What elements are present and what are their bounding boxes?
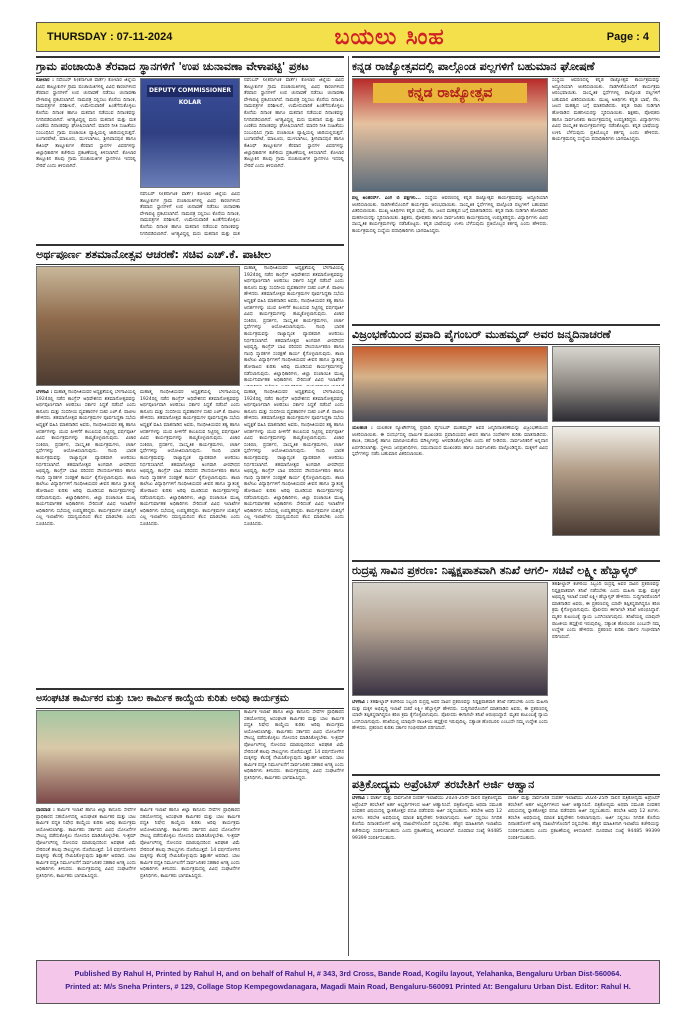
- article-body: ನವೆಂಬರ್ 6(ಕರ್ನಾಟಕ ವಾರ್ತೆ) ಕೋಲಾರ ಜಿಲ್ಲೆಯ ವಿವಿಧ ತಾಲ್ಲೂಕುಗಳ ಗ್ರಾಮ ಪಂಚಾಯಿತಿಗಳಲ್ಲಿ ವಿವಿಧ ಕಾರಣಗಳಿಂದ ತೆರವಾದ ಸ್ಥಾನಗಳಿಗೆ ಉಪ ಚುನಾವಣೆ ನಡೆಸಲು ಚುನಾವಣಾ ವೇಳಾಪಟ್ಟಿ ಪ್ರಕಟಿಸಲಾಗಿದೆ. ನಾಮಪತ್ರ ಸಲ್ಲಿಸಲು ಕೊನೆಯ ದಿನಾಂಕ, ನಾಮಪತ್ರಗಳ ಪರಿಶೀಲನೆ, ಉಮೇದುವಾರಿಕೆ ಹಿಂತೆಗೆದುಕೊಳ್ಳಲು ಕೊನೆಯ ದಿನಾಂಕ ಹಾಗೂ ಮತದಾನ ನಡೆಯುವ ದಿನಾಂಕವನ್ನು ನಿಗದಿಪಡಿಸಲಾಗಿದೆ. ಅಗತ್ಯವಿದ್ದಲ್ಲಿ ಮರು ಮತದಾನ ಮತ್ತು ಮತ ಎಣಿಕೆಯ ದಿನಾಂಕವನ್ನು ಘೋಷಿಸಲಾಗಿದೆ. ಮಾದರಿ ನೀತಿ ಸಂಹಿತೆಯು ಸಂಬಂಧಿಸಿದ ಗ್ರಾಮ ಪಂಚಾಯಿತಿ ವ್ಯಾಪ್ತಿಯಲ್ಲಿ ಜಾರಿಯಲ್ಲಿರುತ್ತದೆ. ಬಂಗಾರಪೇಟೆ, ಮಾಲೂರು, ಮುಳಬಾಗಿಲು, ಶ್ರೀನಿವಾಸಪುರ ಹಾಗೂ ಕೆಜಿಎಫ್ ತಾಲ್ಲೂಕುಗಳ ತೆರವಾದ ಸ್ಥಾನಗಳ ವಿವರಗಳನ್ನು ಜಿಲ್ಲಾಧಿಕಾರಿಗಳ ಕಚೇರಿಯ ಪ್ರಕಟಣೆಯಲ್ಲಿ ತಿಳಿಸಲಾಗಿದೆ. ಕೋಲಾರ ತಾಲ್ಲೂಕಿನ ಹಲವು ಗ್ರಾಮ ಪಂಚಾಯಿತಿಗಳ ಸ್ಥಾನಗಳೂ ಇದರಲ್ಲಿ ಸೇರಿವೆ ಎಂದು ತಿಳಿಸಲಾಗಿದೆ.: [244, 78, 344, 169]
- article-body: [352, 796, 502, 952]
- article-text-col: [508, 796, 660, 952]
- article-body: ಕಾರ್ಮಿಕ ಇಲಾಖೆ ಹಾಗೂ ಜಿಲ್ಲಾ ಕಾನೂನು ಸೇವೆಗಳ ಪ್ರಾಧಿಕಾರದ ಸಹಯೋಗದಲ್ಲಿ ಅಸಂಘಟಿತ ಕಾರ್ಮಿಕರ ಮತ್ತು ಬಾಲ ಕಾರ್ಮಿಕ ಪದ್ಧತಿ ನಿಷೇಧ ಕಾಯ್ದೆಯ ಕುರಿತು ಅರಿವು ಕಾರ್ಯಕ್ರಮ ಆಯೋಜಿಸಲಾಗಿತ್ತು. ಕಾರ್ಮಿಕರು ಸರ್ಕಾರದ ವಿವಿಧ ಯೋಜನೆಗಳ ಸೌಲಭ್ಯ ಪಡೆದುಕೊಳ್ಳಲು ನೋಂದಣಿ ಮಾಡಿಸಿಕೊಳ್ಳಬೇಕು. ಇ-ಶ್ರಮ್ ಪೋರ್ಟಲ್‌ನಲ್ಲಿ ನೋಂದಣಿ ಮಾಡುವುದರಿಂದ ಅಪಘಾತ ವಿಮೆ ಸೇರಿದಂತೆ ಹಲವು ಸೌಲಭ್ಯಗಳು ದೊರೆಯುತ್ತವೆ. 14 ವರ್ಷದೊಳಗಿನ ಮಕ್ಕಳನ್ನು ಕೆಲಸಕ್ಕೆ ನೇಮಿಸಿಕೊಳ್ಳುವುದು ಶಿಕ್ಷಾರ್ಹ ಅಪರಾಧ. ಬಾಲ ಕಾರ್ಮಿಕ ಪದ್ಧತಿ ನಿರ್ಮೂಲನೆಗೆ ಸಾರ್ವಜನಿಕರ ಸಹಕಾರ ಅಗತ್ಯ ಎಂದು ಅಧಿಕಾರಿಗಳು ತಿಳಿಸಿದರು. ಕಾರ್ಯಕ್ರಮದಲ್ಲಿ ವಿವಿಧ ಸಂಘಟನೆಗಳ ಪ್ರತಿನಿಧಿಗಳು, ಕಾರ್ಮಿಕರು ಭಾಗವಹಿಸಿದ್ದರು.: [140, 808, 240, 879]
- speaker-portrait-photo: [552, 426, 660, 536]
- article-rudrappa-case: [352, 560, 660, 581]
- article-text-col: [352, 700, 548, 768]
- article-dateline: ಬೆಳಗಾವಿ :: [36, 390, 53, 395]
- article-text-col: [36, 390, 136, 682]
- printer-line: Printed at: M/s Sneha Printers, # 129, Collage Stop Kempegowdanagara, Magadi Main Road, Bengaluru-560091 Printed At: Bengaluru Urban Dist. Editor: Rahul H.: [65, 982, 631, 991]
- page-number: Page : 4: [606, 31, 649, 43]
- gathering-photo: [352, 346, 548, 422]
- article-headline: ಗ್ರಾಮ ಪಂಚಾಯಿತಿ ತೆರವಾದ ಸ್ಥಾನಗಳಿಗೆ 'ಉಪ ಚುನಾವಣಾ ವೇಳಾಪಟ್ಟಿ' ಪ್ರಕಟ: [36, 56, 344, 77]
- article-text-col: [36, 78, 136, 238]
- article-journalism-apprentice: [352, 774, 660, 795]
- article-dateline: ಬೆಳಗಾವಿ :: [352, 700, 369, 705]
- article-dateline: ಯಲಹಂಕ :: [352, 426, 373, 431]
- rajyotsava-stage-photo: [352, 78, 548, 192]
- leaders-photo: [552, 346, 660, 422]
- newspaper-title: ಬಯಲು ಸಿಂಹ: [334, 24, 445, 50]
- newspaper-page: [36, 22, 660, 1004]
- article-text-col: [552, 582, 660, 768]
- article-headline: ಅಸಂಘಟಿತ ಕಾರ್ಮಿಕರ ಮತ್ತು ಬಾಲ ಕಾರ್ಮಿಕ ಕಾಯ್ದೆಯ ಕುರಿತು ಅರಿವು ಕಾರ್ಯಕ್ರಮ: [36, 688, 344, 709]
- article-text-col: [352, 196, 548, 320]
- article-text-col: [244, 78, 344, 238]
- article-body-text: ವಾರ್ತಾ ಮತ್ತು ಸಾರ್ವಜನಿಕ ಸಂಪರ್ಕ ಇಲಾಖೆಯು 2024-25ನೇ ಸಾಲಿನ ಪತ್ರಿಕೋದ್ಯಮ ಅಪ್ರೆಂಟಿಸ್ ತರಬೇತಿಗೆ ಅರ್ಹ ಅಭ್ಯರ್ಥಿಗಳಿಂದ ಅರ್ಜಿ ಆಹ್ವಾನಿಸಿದೆ. ಪತ್ರಿಕೋದ್ಯಮ ಅಥವಾ ಸಮೂಹ ಸಂವಹನ ವಿಷಯದಲ್ಲಿ ಸ್ನಾತಕೋತ್ತರ ಪದವಿ ಪಡೆದವರು ಅರ್ಜಿ ಸಲ್ಲಿಸಬಹುದು. ತರಬೇತಿ ಅವಧಿ 12 ತಿಂಗಳು. ತರಬೇತಿ ಅವಧಿಯಲ್ಲಿ ಮಾಸಿಕ ಶಿಷ್ಯವೇತನ ನೀಡಲಾಗುವುದು. ಅರ್ಜಿ ಸಲ್ಲಿಸಲು ನಿಗದಿತ ಕೊನೆಯ ದಿನಾಂಕದೊಳಗೆ ಅಗತ್ಯ ದಾಖಲೆಗಳೊಂದಿಗೆ ಸಲ್ಲಿಸಬೇಕು. ಹೆಚ್ಚಿನ ಮಾಹಿತಿಗಾಗಿ ಇಲಾಖೆಯ ಕಚೇರಿಯನ್ನು ಸಂಪರ್ಕಿಸಬಹುದು ಎಂದು ಪ್ರಕಟಣೆಯಲ್ಲಿ ತಿಳಿಸಲಾಗಿದೆ. ದೂರವಾಣಿ ಸಂಖ್ಯೆ 94485 99399 ಸಂಪರ್ಕಿಸಬಹುದು.: [352, 796, 502, 841]
- article-text-col: [244, 710, 344, 952]
- article-body: ಮಹಾತ್ಮ ಗಾಂಧೀಜಿಯವರ ಅಧ್ಯಕ್ಷತೆಯಲ್ಲಿ ಬೆಳಗಾವಿಯಲ್ಲಿ 1924ರಲ್ಲಿ ನಡೆದ ಕಾಂಗ್ರೆಸ್ ಅಧಿವೇಶನದ ಶತಮಾನೋತ್ಸವವನ್ನು ಅರ್ಥಪೂರ್ಣವಾಗಿ ಆಚರಿಸಲು ಸರ್ಕಾರ ಸಿದ್ಧತೆ ನಡೆಸಿದೆ ಎಂದು ಕಾನೂನು ಮತ್ತು ಸಂಸದೀಯ ವ್ಯವಹಾರಗಳ ಸಚಿವ ಎಚ್.ಕೆ. ಪಾಟೀಲ ಹೇಳಿದರು. ಶತಮಾನೋತ್ಸವ ಕಾರ್ಯಕ್ರಮಗಳ ಪೂರ್ವಸಿದ್ಧತಾ ಸಭೆಯ ಅಧ್ಯಕ್ಷತೆ ವಹಿಸಿ ಮಾತನಾಡಿದ ಅವರು, ಗಾಂಧೀಜಿಯವರ ತತ್ವ ಹಾಗೂ ಆದರ್ಶಗಳನ್ನು ಯುವ ಪೀಳಿಗೆಗೆ ತಲುಪಿಸುವ ನಿಟ್ಟಿನಲ್ಲಿ ವರ್ಷಪೂರ್ತಿ ವಿವಿಧ ಕಾರ್ಯಕ್ರಮಗಳನ್ನು ಹಮ್ಮಿಕೊಳ್ಳಲಾಗುವುದು. ವಿಚಾರ ಸಂಕಿರಣ, ಪ್ರದರ್ಶನ, ಸಾಂಸ್ಕೃತಿಕ ಕಾರ್ಯಕ್ರಮಗಳು, ಚರ್ಚಾ ಸ್ಪರ್ಧೆಗಳನ್ನು ಆಯೋಜಿಸಲಾಗುವುದು. ಗಾಂಧಿ ಭಾರತ ಕಾರ್ಯಕ್ರಮವನ್ನು ರಾಜ್ಯಾದ್ಯಂತ ವ್ಯಾಪಕವಾಗಿ ಆಚರಿಸಲು ನಿರ್ಧರಿಸಲಾಗಿದೆ. ಶತಮಾನೋತ್ಸವ ಅಂಗವಾಗಿ ವೀರಸೌಧದ ಅಭಿವೃದ್ಧಿ, ಕಾಂಗ್ರೆಸ್ ಬಾವಿ ಪರಿಸರದ ಸೌಂದರ್ಯೀಕರಣ ಹಾಗೂ ಗಾಂಧಿ ಸ್ಮಾರಕಗಳ ಸಂರಕ್ಷಣೆ ಕಾರ್ಯ ಕೈಗೊಳ್ಳಲಾಗುವುದು. ಶಾಲಾ ಕಾಲೇಜು ವಿದ್ಯಾರ್ಥಿಗಳಿಗೆ ಗಾಂಧೀಜಿಯವರ ಜೀವನ ಹಾಗೂ ಸ್ವಾತಂತ್ರ್ಯ ಹೋರಾಟದ ಕುರಿತು ಅರಿವು ಮೂಡಿಸುವ ಕಾರ್ಯಕ್ರಮಗಳನ್ನು ನಡೆಸಲಾಗುವುದು. ಜಿಲ್ಲಾಧಿಕಾರಿಗಳು, ಜಿಲ್ಲಾ ಪಂಚಾಯಿತಿ ಮುಖ್ಯ ಕಾರ್ಯನಿರ್ವಾಹಕ ಅಧಿಕಾರಿಗಳು ಸೇರಿದಂತೆ ವಿವಿಧ ಇಲಾಖೆಗಳ: [244, 266, 344, 384]
- column-divider: [348, 56, 349, 956]
- article-headline: ವಿಜ್ರಂಭಣೆಯಿಂದ ಪ್ರವಾದಿ ಪೈಗಂಬರ್ ಮುಹಮ್ಮದ್ ಅವರ ಜನ್ಮದಿನಾಚರಣೆ: [352, 324, 660, 345]
- article-dateline: ಕೋಲಾರ :: [36, 78, 54, 83]
- article-body-text: ನವೆಂಬರ್ 6(ಕರ್ನಾಟಕ ವಾರ್ತೆ) ಕೋಲಾರ ಜಿಲ್ಲೆಯ ವಿವಿಧ ತಾಲ್ಲೂಕುಗಳ ಗ್ರಾಮ ಪಂಚಾಯಿತಿಗಳಲ್ಲಿ ವಿವಿಧ ಕಾರಣಗಳಿಂದ ತೆರವಾದ ಸ್ಥಾನಗಳಿಗೆ ಉಪ ಚುನಾವಣೆ ನಡೆಸಲು ಚುನಾವಣಾ ವೇಳಾಪಟ್ಟಿ ಪ್ರಕಟಿಸಲಾಗಿದೆ. ನಾಮಪತ್ರ ಸಲ್ಲಿಸಲು ಕೊನೆಯ ದಿನಾಂಕ, ನಾಮಪತ್ರಗಳ ಪರಿಶೀಲನೆ, ಉಮೇದುವಾರಿಕೆ ಹಿಂತೆಗೆದುಕೊಳ್ಳಲು ಕೊನೆಯ ದಿನಾಂಕ ಹಾಗೂ ಮತದಾನ ನಡೆಯುವ ದಿನಾಂಕವನ್ನು ನಿಗದಿಪಡಿಸಲಾಗಿದೆ. ಅಗತ್ಯವಿದ್ದಲ್ಲಿ ಮರು ಮತದಾನ ಮತ್ತು ಮತ ಎಣಿಕೆಯ ದಿನಾಂಕವನ್ನು ಘೋಷಿಸಲಾಗಿದೆ. ಮಾದರಿ ನೀತಿ ಸಂಹಿತೆಯು ಸಂಬಂಧಿಸಿದ ಗ್ರಾಮ ಪಂಚಾಯಿತಿ ವ್ಯಾಪ್ತಿಯಲ್ಲಿ ಜಾರಿಯಲ್ಲಿರುತ್ತದೆ. ಬಂಗಾರಪೇಟೆ, ಮಾಲೂರು, ಮುಳಬಾಗಿಲು, ಶ್ರೀನಿವಾಸಪುರ ಹಾಗೂ ಕೆಜಿಎಫ್ ತಾಲ್ಲೂಕುಗಳ ತೆರವಾದ ಸ್ಥಾನಗಳ ವಿವರಗಳನ್ನು ಜಿಲ್ಲಾಧಿಕಾರಿಗಳ ಕಚೇರಿಯ ಪ್ರಕಟಣೆಯಲ್ಲಿ ತಿಳಿಸಲಾಗಿದೆ. ಕೋಲಾರ ತಾಲ್ಲೂಕಿನ ಹಲವು ಗ್ರಾಮ ಪಂಚಾಯಿತಿಗಳ ಸ್ಥಾನಗಳೂ ಇದರಲ್ಲಿ ಸೇರಿವೆ ಎಂದು ತಿಳಿಸಲಾಗಿದೆ.: [36, 78, 136, 169]
- article-body: [36, 390, 136, 682]
- masthead: [36, 22, 660, 52]
- article-headline: ರುದ್ರಪ್ಪ ಸಾವಿನ ಪ್ರಕರಣ: ನಿಷ್ಪಕ್ಷಪಾತವಾಗಿ ತನಿಖೆ ಆಗಲಿ- ಸಚಿವೆ ಲಕ್ಷ್ಮೀ ಹೆಬ್ಬಾಳ್ಕರ್: [352, 560, 660, 581]
- article-text-col: [352, 426, 548, 556]
- article-body: [352, 196, 548, 320]
- article-labour-awareness: [36, 688, 344, 709]
- meeting-photo: [36, 266, 240, 386]
- article-body-text: ತಹಶೀಲ್ದಾರ್ ಕಚೇರಿಯ ಸಿಬ್ಬಂದಿ ರುದ್ರಪ್ಪ ಅವರ ಸಾವಿನ ಪ್ರಕರಣವನ್ನು ನಿಷ್ಪಕ್ಷಪಾತವಾಗಿ ತನಿಖೆ ನಡೆಸಬೇಕು ಎಂದು ಮಹಿಳಾ ಮತ್ತು ಮಕ್ಕಳ ಅಭಿವೃದ್ಧಿ ಇಲಾಖೆ ಸಚಿವೆ ಲಕ್ಷ್ಮೀ ಹೆಬ್ಬಾಳ್ಕರ್ ಹೇಳಿದರು. ಸುದ್ದಿಗಾರರೊಂದಿಗೆ ಮಾತನಾಡಿದ ಅವರು, ಈ ಪ್ರಕರಣದಲ್ಲಿ ಯಾರೇ ತಪ್ಪಿತಸ್ಥರಾಗಿದ್ದರೂ ಕಠಿಣ ಕ್ರಮ ಕೈಗೊಳ್ಳಲಾಗುವುದು. ಪೊಲೀಸರು ಈಗಾಗಲೇ ತನಿಖೆ ಆರಂಭಿಸಿದ್ದಾರೆ. ಮೃತರ ಕುಟುಂಬಕ್ಕೆ ನ್ಯಾಯ ಒದಗಿಸಲಾಗುವುದು. ತನಿಖೆಯಲ್ಲಿ ಯಾವುದೇ ರಾಜಕೀಯ ಹಸ್ತಕ್ಷೇಪ ಇರುವುದಿಲ್ಲ. ಸತ್ಯಾಂಶ ಹೊರಬರಲಿ ಎಂಬುದೇ ನಮ್ಮ ಉದ್ದೇಶ ಎಂದು ಹೇಳಿದರು. ಪ್ರಕರಣದ ಕುರಿತು ಸರ್ಕಾರ ಗಂಭೀರವಾಗಿ ಪರಿಗಣಿಸಿದೆ.: [352, 700, 548, 732]
- article-body: ವಾರ್ತಾ ಮತ್ತು ಸಾರ್ವಜನಿಕ ಸಂಪರ್ಕ ಇಲಾಖೆಯು 2024-25ನೇ ಸಾಲಿನ ಪತ್ರಿಕೋದ್ಯಮ ಅಪ್ರೆಂಟಿಸ್ ತರಬೇತಿಗೆ ಅರ್ಹ ಅಭ್ಯರ್ಥಿಗಳಿಂದ ಅರ್ಜಿ ಆಹ್ವಾನಿಸಿದೆ. ಪತ್ರಿಕೋದ್ಯಮ ಅಥವಾ ಸಮೂಹ ಸಂವಹನ ವಿಷಯದಲ್ಲಿ ಸ್ನಾತಕೋತ್ತರ ಪದವಿ ಪಡೆದವರು ಅರ್ಜಿ ಸಲ್ಲಿಸಬಹುದು. ತರಬೇತಿ ಅವಧಿ 12 ತಿಂಗಳು. ತರಬೇತಿ ಅವಧಿಯಲ್ಲಿ ಮಾಸಿಕ ಶಿಷ್ಯವೇತನ ನೀಡಲಾಗುವುದು. ಅರ್ಜಿ ಸಲ್ಲಿಸಲು ನಿಗದಿತ ಕೊನೆಯ ದಿನಾಂಕದೊಳಗೆ ಅಗತ್ಯ ದಾಖಲೆಗಳೊಂದಿಗೆ ಸಲ್ಲಿಸಬೇಕು. ಹೆಚ್ಚಿನ ಮಾಹಿತಿಗಾಗಿ ಇಲಾಖೆಯ ಕಚೇರಿಯನ್ನು ಸಂಪರ್ಕಿಸಬಹುದು ಎಂದು ಪ್ರಕಟಣೆಯಲ್ಲಿ ತಿಳಿಸಲಾಗಿದೆ. ದೂರವಾಣಿ ಸಂಖ್ಯೆ 94485 99399 ಸಂಪರ್ಕಿಸಬಹುದು.: [508, 796, 660, 841]
- article-body-text: ಮಹಾತ್ಮ ಗಾಂಧೀಜಿಯವರ ಅಧ್ಯಕ್ಷತೆಯಲ್ಲಿ ಬೆಳಗಾವಿಯಲ್ಲಿ 1924ರಲ್ಲಿ ನಡೆದ ಕಾಂಗ್ರೆಸ್ ಅಧಿವೇಶನದ ಶತಮಾನೋತ್ಸವವನ್ನು ಅರ್ಥಪೂರ್ಣವಾಗಿ ಆಚರಿಸಲು ಸರ್ಕಾರ ಸಿದ್ಧತೆ ನಡೆಸಿದೆ ಎಂದು ಕಾನೂನು ಮತ್ತು ಸಂಸದೀಯ ವ್ಯವಹಾರಗಳ ಸಚಿವ ಎಚ್.ಕೆ. ಪಾಟೀಲ ಹೇಳಿದರು. ಶತಮಾನೋತ್ಸವ ಕಾರ್ಯಕ್ರಮಗಳ ಪೂರ್ವಸಿದ್ಧತಾ ಸಭೆಯ ಅಧ್ಯಕ್ಷತೆ ವಹಿಸಿ ಮಾತನಾಡಿದ ಅವರು, ಗಾಂಧೀಜಿಯವರ ತತ್ವ ಹಾಗೂ ಆದರ್ಶಗಳನ್ನು ಯುವ ಪೀಳಿಗೆಗೆ ತಲುಪಿಸುವ ನಿಟ್ಟಿನಲ್ಲಿ ವರ್ಷಪೂರ್ತಿ ವಿವಿಧ ಕಾರ್ಯಕ್ರಮಗಳನ್ನು ಹಮ್ಮಿಕೊಳ್ಳಲಾಗುವುದು. ವಿಚಾರ ಸಂಕಿರಣ, ಪ್ರದರ್ಶನ, ಸಾಂಸ್ಕೃತಿಕ ಕಾರ್ಯಕ್ರಮಗಳು, ಚರ್ಚಾ ಸ್ಪರ್ಧೆಗಳನ್ನು ಆಯೋಜಿಸಲಾಗುವುದು. ಗಾಂಧಿ ಭಾರತ ಕಾರ್ಯಕ್ರಮವನ್ನು ರಾಜ್ಯಾದ್ಯಂತ ವ್ಯಾಪಕವಾಗಿ ಆಚರಿಸಲು ನಿರ್ಧರಿಸಲಾಗಿದೆ. ಶತಮಾನೋತ್ಸವ ಅಂಗವಾಗಿ ವೀರಸೌಧದ ಅಭಿವೃದ್ಧಿ, ಕಾಂಗ್ರೆಸ್ ಬಾವಿ ಪರಿಸರದ ಸೌಂದರ್ಯೀಕರಣ ಹಾಗೂ ಗಾಂಧಿ ಸ್ಮಾರಕಗಳ ಸಂರಕ್ಷಣೆ ಕಾರ್ಯ ಕೈಗೊಳ್ಳಲಾಗುವುದು. ಶಾಲಾ ಕಾಲೇಜು ವಿದ್ಯಾರ್ಥಿಗಳಿಗೆ ಗಾಂಧೀಜಿಯವರ ಜೀವನ ಹಾಗೂ ಸ್ವಾತಂತ್ರ್ಯ ಹೋರಾಟದ ಕುರಿತು ಅರಿವು ಮೂಡಿಸುವ ಕಾರ್ಯಕ್ರಮಗಳನ್ನು ನಡೆಸಲಾಗುವುದು. ಜಿಲ್ಲಾಧಿಕಾರಿಗಳು, ಜಿಲ್ಲಾ ಪಂಚಾಯಿತಿ ಮುಖ್ಯ ಕಾರ್ಯನಿರ್ವಾಹಕ ಅಧಿಕಾರಿಗಳು ಸೇರಿದಂತೆ ವಿವಿಧ ಇಲಾಖೆಗಳ ಅಧಿಕಾರಿಗಳು ಸಭೆಯಲ್ಲಿ ಉಪಸ್ಥಿತರಿದ್ದರು. ಕಾರ್ಯಕ್ರಮಗಳ ಯಶಸ್ಸಿಗೆ ಎಲ್ಲ ಇಲಾಖೆಗಳು ಸಮನ್ವಯದಿಂದ ಕೆಲಸ ಮಾಡಬೇಕು ಎಂದು ಸೂಚಿಸಿದರು.: [36, 390, 136, 527]
- article-headline: ಅರ್ಥಪೂರ್ಣ ಶತಮಾನೋತ್ಸವ ಆಚರಣೆ: ಸಚಿವ ಎಚ್.ಕೆ. ಪಾಟೀಲ: [36, 244, 344, 265]
- kolar-dc-office-photo: [140, 78, 240, 188]
- article-body: ಮಹಾತ್ಮ ಗಾಂಧೀಜಿಯವರ ಅಧ್ಯಕ್ಷತೆಯಲ್ಲಿ ಬೆಳಗಾವಿಯಲ್ಲಿ 1924ರಲ್ಲಿ ನಡೆದ ಕಾಂಗ್ರೆಸ್ ಅಧಿವೇಶನದ ಶತಮಾನೋತ್ಸವವನ್ನು ಅರ್ಥಪೂರ್ಣವಾಗಿ ಆಚರಿಸಲು ಸರ್ಕಾರ ಸಿದ್ಧತೆ ನಡೆಸಿದೆ ಎಂದು ಕಾನೂನು ಮತ್ತು ಸಂಸದೀಯ ವ್ಯವಹಾರಗಳ ಸಚಿವ ಎಚ್.ಕೆ. ಪಾಟೀಲ ಹೇಳಿದರು. ಶತಮಾನೋತ್ಸವ ಕಾರ್ಯಕ್ರಮಗಳ ಪೂರ್ವಸಿದ್ಧತಾ ಸಭೆಯ ಅಧ್ಯಕ್ಷತೆ ವಹಿಸಿ ಮಾತನಾಡಿದ ಅವರು, ಗಾಂಧೀಜಿಯವರ ತತ್ವ ಹಾಗೂ ಆದರ್ಶಗಳನ್ನು ಯುವ ಪೀಳಿಗೆಗೆ ತಲುಪಿಸುವ ನಿಟ್ಟಿನಲ್ಲಿ ವರ್ಷಪೂರ್ತಿ ವಿವಿಧ ಕಾರ್ಯಕ್ರಮಗಳನ್ನು ಹಮ್ಮಿಕೊಳ್ಳಲಾಗುವುದು. ವಿಚಾರ ಸಂಕಿರಣ, ಪ್ರದರ್ಶನ, ಸಾಂಸ್ಕೃತಿಕ ಕಾರ್ಯಕ್ರಮಗಳು, ಚರ್ಚಾ ಸ್ಪರ್ಧೆಗಳನ್ನು ಆಯೋಜಿಸಲಾಗುವುದು. ಗಾಂಧಿ ಭಾರತ ಕಾರ್ಯಕ್ರಮವನ್ನು ರಾಜ್ಯಾದ್ಯಂತ ವ್ಯಾಪಕವಾಗಿ ಆಚರಿಸಲು ನಿರ್ಧರಿಸಲಾಗಿದೆ. ಶತಮಾನೋತ್ಸವ ಅಂಗವಾಗಿ ವೀರಸೌಧದ ಅಭಿವೃದ್ಧಿ, ಕಾಂಗ್ರೆಸ್ ಬಾವಿ ಪರಿಸರದ ಸೌಂದರ್ಯೀಕರಣ ಹಾಗೂ ಗಾಂಧಿ ಸ್ಮಾರಕಗಳ ಸಂರಕ್ಷಣೆ ಕಾರ್ಯ ಕೈಗೊಳ್ಳಲಾಗುವುದು. ಶಾಲಾ ಕಾಲೇಜು ವಿದ್ಯಾರ್ಥಿಗಳಿಗೆ ಗಾಂಧೀಜಿಯವರ ಜೀವನ ಹಾಗೂ ಸ್ವಾತಂತ್ರ್ಯ ಹೋರಾಟದ ಕುರಿತು ಅರಿವು ಮೂಡಿಸುವ ಕಾರ್ಯಕ್ರಮಗಳನ್ನು ನಡೆಸಲಾಗುವುದು. ಜಿಲ್ಲಾಧಿಕಾರಿಗಳು, ಜಿಲ್ಲಾ ಪಂಚಾಯಿತಿ ಮುಖ್ಯ ಕಾರ್ಯನಿರ್ವಾಹಕ ಅಧಿಕಾರಿಗಳು ಸೇರಿದಂತೆ ವಿವಿಧ ಇಲಾಖೆಗಳ ಅಧಿಕಾರಿಗಳು ಸಭೆಯಲ್ಲಿ ಉಪಸ್ಥಿತರಿದ್ದರು. ಕಾರ್ಯಕ್ರಮಗಳ ಯಶಸ್ಸಿಗೆ ಎಲ್ಲ ಇಲಾಖೆಗಳು ಸಮನ್ವಯದಿಂದ ಕೆಲಸ ಮಾಡಬೇಕು ಎಂದು ಸೂಚಿಸಿದರು.: [140, 390, 240, 527]
- publisher-line: Published By Rahul H, Printed by Rahul H, and on behalf of Rahul H, # 343, 3rd Cross, Bande Road, Kogilu layout, Yelahanka, Bengaluru Urban Dist-560064.: [74, 969, 622, 978]
- article-body: [352, 426, 548, 556]
- article-gram-panchayat: [36, 56, 344, 77]
- article-text-col: [244, 390, 344, 682]
- article-body-text: ಯಲಹಂಕ ನ್ಯೂಟೌನ್‌ನಲ್ಲಿ ಪ್ರವಾದಿ ಪೈಗಂಬರ್ ಮುಹಮ್ಮದ್ ಅವರ ಜನ್ಮದಿನಾಚರಣೆಯನ್ನು ವಿಜ್ರಂಭಣೆಯಿಂದ ಆಚರಿಸಲಾಯಿತು. ಈ ಸಂದರ್ಭದಲ್ಲಿ ಧಾರ್ಮಿಕ ಮುಖಂಡರು ಪ್ರವಾದಿಯವರ ಜೀವನ ಹಾಗೂ ಸಂದೇಶಗಳ ಕುರಿತು ಮಾತನಾಡಿದರು. ಶಾಂತಿ, ಸಹಬಾಳ್ವೆ ಹಾಗೂ ಮಾನವೀಯತೆಯ ಮೌಲ್ಯಗಳನ್ನು ಅಳವಡಿಸಿಕೊಳ್ಳಬೇಕು ಎಂದು ಕರೆ ನೀಡಿದರು. ಸಾರ್ವಜನಿಕರಿಗೆ ಅನ್ನದಾನ ಏರ್ಪಡಿಸಲಾಗಿತ್ತು. ಸ್ಥಳೀಯ ಜನಪ್ರತಿನಿಧಿಗಳು, ಸಮುದಾಯದ ಮುಖಂಡರು ಹಾಗೂ ಸಾರ್ವಜನಿಕರು ಪಾಲ್ಗೊಂಡಿದ್ದರು. ಮಕ್ಕಳಿಗೆ ವಿವಿಧ ಸ್ಪರ್ಧೆಗಳನ್ನು ನಡೆಸಿ ಬಹುಮಾನ ವಿತರಿಸಲಾಯಿತು.: [352, 426, 548, 458]
- photo-banner: DEPUTY COMMISSIONER KOLAR: [149, 87, 231, 106]
- article-body: ನವೆಂಬರ್ 6(ಕರ್ನಾಟಕ ವಾರ್ತೆ) ಕೋಲಾರ ಜಿಲ್ಲೆಯ ವಿವಿಧ ತಾಲ್ಲೂಕುಗಳ ಗ್ರಾಮ ಪಂಚಾಯಿತಿಗಳಲ್ಲಿ ವಿವಿಧ ಕಾರಣಗಳಿಂದ ತೆರವಾದ ಸ್ಥಾನಗಳಿಗೆ ಉಪ ಚುನಾವಣೆ ನಡೆಸಲು ಚುನಾವಣಾ ವೇಳಾಪಟ್ಟಿ ಪ್ರಕಟಿಸಲಾಗಿದೆ. ನಾಮಪತ್ರ ಸಲ್ಲಿಸಲು ಕೊನೆಯ ದಿನಾಂಕ, ನಾಮಪತ್ರಗಳ ಪರಿಶೀಲನೆ, ಉಮೇದುವಾರಿಕೆ ಹಿಂತೆಗೆದುಕೊಳ್ಳಲು ಕೊನೆಯ ದಿನಾಂಕ ಹಾಗೂ ಮತದಾನ ನಡೆಯುವ ದಿನಾಂಕವನ್ನು ನಿಗದಿಪಡಿಸಲಾಗಿದೆ. ಅಗತ್ಯವಿದ್ದಲ್ಲಿ ಮರು ಮತದಾನ ಮತ್ತು ಮತ: [140, 192, 240, 237]
- press-meet-photo: [352, 582, 548, 696]
- imprint-footer: [36, 960, 660, 1004]
- issue-date: THURSDAY : 07-11-2024: [47, 31, 173, 43]
- article-body: ಕಾರ್ಮಿಕ ಇಲಾಖೆ ಹಾಗೂ ಜಿಲ್ಲಾ ಕಾನೂನು ಸೇವೆಗಳ ಪ್ರಾಧಿಕಾರದ ಸಹಯೋಗದಲ್ಲಿ ಅಸಂಘಟಿತ ಕಾರ್ಮಿಕರ ಮತ್ತು ಬಾಲ ಕಾರ್ಮಿಕ ಪದ್ಧತಿ ನಿಷೇಧ ಕಾಯ್ದೆಯ ಕುರಿತು ಅರಿವು ಕಾರ್ಯಕ್ರಮ ಆಯೋಜಿಸಲಾಗಿತ್ತು. ಕಾರ್ಮಿಕರು ಸರ್ಕಾರದ ವಿವಿಧ ಯೋಜನೆಗಳ ಸೌಲಭ್ಯ ಪಡೆದುಕೊಳ್ಳಲು ನೋಂದಣಿ ಮಾಡಿಸಿಕೊಳ್ಳಬೇಕು. ಇ-ಶ್ರಮ್ ಪೋರ್ಟಲ್‌ನಲ್ಲಿ ನೋಂದಣಿ ಮಾಡುವುದರಿಂದ ಅಪಘಾತ ವಿಮೆ ಸೇರಿದಂತೆ ಹಲವು ಸೌಲಭ್ಯಗಳು ದೊರೆಯುತ್ತವೆ. 14 ವರ್ಷದೊಳಗಿನ ಮಕ್ಕಳನ್ನು ಕೆಲಸಕ್ಕೆ ನೇಮಿಸಿಕೊಳ್ಳುವುದು ಶಿಕ್ಷಾರ್ಹ ಅಪರಾಧ. ಬಾಲ ಕಾರ್ಮಿಕ ಪದ್ಧತಿ ನಿರ್ಮೂಲನೆಗೆ ಸಾರ್ವಜನಿಕರ ಸಹಕಾರ ಅಗತ್ಯ ಎಂದು ಅಧಿಕಾರಿಗಳು ತಿಳಿಸಿದರು. ಕಾರ್ಯಕ್ರಮದಲ್ಲಿ ವಿವಿಧ ಸಂಘಟನೆಗಳ ಪ್ರತಿನಿಧಿಗಳು, ಕಾರ್ಮಿಕರು ಭಾಗವಹಿಸಿದ್ದರು.: [244, 710, 344, 781]
- article-body: ಸಂಸ್ಥೆಯ ಆವರಣದಲ್ಲಿ ಕನ್ನಡ ರಾಜ್ಯೋತ್ಸವ ಕಾರ್ಯಕ್ರಮವನ್ನು ಅದ್ದೂರಿಯಾಗಿ ಆಚರಿಸಲಾಯಿತು. ನಾಡಗೀತೆಯೊಂದಿಗೆ ಕಾರ್ಯಕ್ರಮ ಆರಂಭವಾಯಿತು. ಸಾಂಸ್ಕೃತಿಕ ಸ್ಪರ್ಧೆಗಳಲ್ಲಿ ಪಾಲ್ಗೊಂಡ ಪಲ್ಲಗಳಿಗೆ ಬಹುಮಾನ ವಿತರಿಸಲಾಯಿತು. ಮುಖ್ಯ ಅತಿಥಿಗಳು ಕನ್ನಡ ಭಾಷೆ, ನೆಲ, ಜಲದ ಮಹತ್ವದ ಬಗ್ಗೆ ಮಾತನಾಡಿದರು. ಕನ್ನಡ ನಾಡು ನುಡಿಗಾಗಿ ಹೋರಾಡಿದ ಮಹನೀಯರನ್ನು ಸ್ಮರಿಸಲಾಯಿತು. ಶಿಕ್ಷಕರು, ಪೋಷಕರು ಹಾಗೂ ಸಾರ್ವಜನಿಕರು ಕಾರ್ಯಕ್ರಮದಲ್ಲಿ ಉಪಸ್ಥಿತರಿದ್ದರು. ವಿದ್ಯಾರ್ಥಿಗಳು ವಿವಿಧ ಸಾಂಸ್ಕೃತಿಕ ಕಾರ್ಯಕ್ರಮಗಳನ್ನು ನಡೆಸಿಕೊಟ್ಟರು. ಕನ್ನಡ ಭಾಷೆಯನ್ನು ಉಳಿಸಿ ಬೆಳೆಸುವುದು ಪ್ರತಿಯೊಬ್ಬರ ಕರ್ತವ್ಯ ಎಂದು ಹೇಳಿದರು. ಕಾರ್ಯಕ್ರಮದಲ್ಲಿ ಸಂಸ್ಥೆಯ ಪದಾಧಿಕಾರಿಗಳು ಭಾಗವಹಿಸಿದ್ದರು.: [552, 78, 660, 143]
- article-headline: ಪತ್ರಿಕೋದ್ಯಮ ಅಪ್ರೆಂಟಿಸ್ ತರಬೇತಿಗೆ ಅರ್ಜಿ ಆಹ್ವಾನ: [352, 774, 660, 795]
- article-dateline: ಬೆಳಗಾವಿ :: [352, 796, 369, 801]
- article-text-col: [36, 808, 136, 952]
- article-body: ಮಹಾತ್ಮ ಗಾಂಧೀಜಿಯವರ ಅಧ್ಯಕ್ಷತೆಯಲ್ಲಿ ಬೆಳಗಾವಿಯಲ್ಲಿ 1924ರಲ್ಲಿ ನಡೆದ ಕಾಂಗ್ರೆಸ್ ಅಧಿವೇಶನದ ಶತಮಾನೋತ್ಸವವನ್ನು ಅರ್ಥಪೂರ್ಣವಾಗಿ ಆಚರಿಸಲು ಸರ್ಕಾರ ಸಿದ್ಧತೆ ನಡೆಸಿದೆ ಎಂದು ಕಾನೂನು ಮತ್ತು ಸಂಸದೀಯ ವ್ಯವಹಾರಗಳ ಸಚಿವ ಎಚ್.ಕೆ. ಪಾಟೀಲ ಹೇಳಿದರು. ಶತಮಾನೋತ್ಸವ ಕಾರ್ಯಕ್ರಮಗಳ ಪೂರ್ವಸಿದ್ಧತಾ ಸಭೆಯ ಅಧ್ಯಕ್ಷತೆ ವಹಿಸಿ ಮಾತನಾಡಿದ ಅವರು, ಗಾಂಧೀಜಿಯವರ ತತ್ವ ಹಾಗೂ ಆದರ್ಶಗಳನ್ನು ಯುವ ಪೀಳಿಗೆಗೆ ತಲುಪಿಸುವ ನಿಟ್ಟಿನಲ್ಲಿ ವರ್ಷಪೂರ್ತಿ ವಿವಿಧ ಕಾರ್ಯಕ್ರಮಗಳನ್ನು ಹಮ್ಮಿಕೊಳ್ಳಲಾಗುವುದು. ವಿಚಾರ ಸಂಕಿರಣ, ಪ್ರದರ್ಶನ, ಸಾಂಸ್ಕೃತಿಕ ಕಾರ್ಯಕ್ರಮಗಳು, ಚರ್ಚಾ ಸ್ಪರ್ಧೆಗಳನ್ನು ಆಯೋಜಿಸಲಾಗುವುದು. ಗಾಂಧಿ ಭಾರತ ಕಾರ್ಯಕ್ರಮವನ್ನು ರಾಜ್ಯಾದ್ಯಂತ ವ್ಯಾಪಕವಾಗಿ ಆಚರಿಸಲು ನಿರ್ಧರಿಸಲಾಗಿದೆ. ಶತಮಾನೋತ್ಸವ ಅಂಗವಾಗಿ ವೀರಸೌಧದ ಅಭಿವೃದ್ಧಿ, ಕಾಂಗ್ರೆಸ್ ಬಾವಿ ಪರಿಸರದ ಸೌಂದರ್ಯೀಕರಣ ಹಾಗೂ ಗಾಂಧಿ ಸ್ಮಾರಕಗಳ ಸಂರಕ್ಷಣೆ ಕಾರ್ಯ ಕೈಗೊಳ್ಳಲಾಗುವುದು. ಶಾಲಾ ಕಾಲೇಜು ವಿದ್ಯಾರ್ಥಿಗಳಿಗೆ ಗಾಂಧೀಜಿಯವರ ಜೀವನ ಹಾಗೂ ಸ್ವಾತಂತ್ರ್ಯ ಹೋರಾಟದ ಕುರಿತು ಅರಿವು ಮೂಡಿಸುವ ಕಾರ್ಯಕ್ರಮಗಳನ್ನು ನಡೆಸಲಾಗುವುದು. ಜಿಲ್ಲಾಧಿಕಾರಿಗಳು, ಜಿಲ್ಲಾ ಪಂಚಾಯಿತಿ ಮುಖ್ಯ ಕಾರ್ಯನಿರ್ವಾಹಕ ಅಧಿಕಾರಿಗಳು ಸೇರಿದಂತೆ ವಿವಿಧ ಇಲಾಖೆಗಳ ಅಧಿಕಾರಿಗಳು ಸಭೆಯಲ್ಲಿ ಉಪಸ್ಥಿತರಿದ್ದರು. ಕಾರ್ಯಕ್ರಮಗಳ ಯಶಸ್ಸಿಗೆ ಎಲ್ಲ ಇಲಾಖೆಗಳು ಸಮನ್ವಯದಿಂದ ಕೆಲಸ ಮಾಡಬೇಕು ಎಂದು ಸೂಚಿಸಿದರು.: [244, 390, 344, 527]
- article-text-col: [140, 390, 240, 682]
- article-dateline: ಧಾರವಾಡ :: [36, 808, 55, 813]
- article-text-col: [552, 78, 660, 320]
- article-body: ತಹಶೀಲ್ದಾರ್ ಕಚೇರಿಯ ಸಿಬ್ಬಂದಿ ರುದ್ರಪ್ಪ ಅವರ ಸಾವಿನ ಪ್ರಕರಣವನ್ನು ನಿಷ್ಪಕ್ಷಪಾತವಾಗಿ ತನಿಖೆ ನಡೆಸಬೇಕು ಎಂದು ಮಹಿಳಾ ಮತ್ತು ಮಕ್ಕಳ ಅಭಿವೃದ್ಧಿ ಇಲಾಖೆ ಸಚಿವೆ ಲಕ್ಷ್ಮೀ ಹೆಬ್ಬಾಳ್ಕರ್ ಹೇಳಿದರು. ಸುದ್ದಿಗಾರರೊಂದಿಗೆ ಮಾತನಾಡಿದ ಅವರು, ಈ ಪ್ರಕರಣದಲ್ಲಿ ಯಾರೇ ತಪ್ಪಿತಸ್ಥರಾಗಿದ್ದರೂ ಕಠಿಣ ಕ್ರಮ ಕೈಗೊಳ್ಳಲಾಗುವುದು. ಪೊಲೀಸರು ಈಗಾಗಲೇ ತನಿಖೆ ಆರಂಭಿಸಿದ್ದಾರೆ. ಮೃತರ ಕುಟುಂಬಕ್ಕೆ ನ್ಯಾಯ ಒದಗಿಸಲಾಗುವುದು. ತನಿಖೆಯಲ್ಲಿ ಯಾವುದೇ ರಾಜಕೀಯ ಹಸ್ತಕ್ಷೇಪ ಇರುವುದಿಲ್ಲ. ಸತ್ಯಾಂಶ ಹೊರಬರಲಿ ಎಂಬುದೇ ನಮ್ಮ ಉದ್ದೇಶ ಎಂದು ಹೇಳಿದರು. ಪ್ರಕರಣದ ಕುರಿತು ಸರ್ಕಾರ ಗಂಭೀರವಾಗಿ ಪರಿಗಣಿಸಿದೆ.: [552, 582, 660, 640]
- article-body-text: ಕಾರ್ಮಿಕ ಇಲಾಖೆ ಹಾಗೂ ಜಿಲ್ಲಾ ಕಾನೂನು ಸೇವೆಗಳ ಪ್ರಾಧಿಕಾರದ ಸಹಯೋಗದಲ್ಲಿ ಅಸಂಘಟಿತ ಕಾರ್ಮಿಕರ ಮತ್ತು ಬಾಲ ಕಾರ್ಮಿಕ ಪದ್ಧತಿ ನಿಷೇಧ ಕಾಯ್ದೆಯ ಕುರಿತು ಅರಿವು ಕಾರ್ಯಕ್ರಮ ಆಯೋಜಿಸಲಾಗಿತ್ತು. ಕಾರ್ಮಿಕರು ಸರ್ಕಾರದ ವಿವಿಧ ಯೋಜನೆಗಳ ಸೌಲಭ್ಯ ಪಡೆದುಕೊಳ್ಳಲು ನೋಂದಣಿ ಮಾಡಿಸಿಕೊಳ್ಳಬೇಕು. ಇ-ಶ್ರಮ್ ಪೋರ್ಟಲ್‌ನಲ್ಲಿ ನೋಂದಣಿ ಮಾಡುವುದರಿಂದ ಅಪಘಾತ ವಿಮೆ ಸೇರಿದಂತೆ ಹಲವು ಸೌಲಭ್ಯಗಳು ದೊರೆಯುತ್ತವೆ. 14 ವರ್ಷದೊಳಗಿನ ಮಕ್ಕಳನ್ನು ಕೆಲಸಕ್ಕೆ ನೇಮಿಸಿಕೊಳ್ಳುವುದು ಶಿಕ್ಷಾರ್ಹ ಅಪರಾಧ. ಬಾಲ ಕಾರ್ಮಿಕ ಪದ್ಧತಿ ನಿರ್ಮೂಲನೆಗೆ ಸಾರ್ವಜನಿಕರ ಸಹಕಾರ ಅಗತ್ಯ ಎಂದು ಅಧಿಕಾರಿಗಳು ತಿಳಿಸಿದರು. ಕಾರ್ಯಕ್ರಮದಲ್ಲಿ ವಿವಿಧ ಸಂಘಟನೆಗಳ ಪ್ರತಿನಿಧಿಗಳು, ಕಾರ್ಮಿಕರು ಭಾಗವಹಿಸಿದ್ದರು.: [36, 808, 136, 879]
- article-dateline: ಪಲ್ಲ ಅಂತರರ್ಸ್. ಎಂಗ ಬಿ ಪಕ್ಷಗಳು...: [352, 196, 421, 201]
- article-prophet-birthday: [352, 324, 660, 345]
- awareness-event-photo: [36, 710, 240, 804]
- article-text-col: [140, 192, 240, 238]
- article-text-col: [244, 266, 344, 386]
- article-body: [352, 700, 548, 768]
- article-body: [36, 78, 136, 238]
- article-headline: ಕನ್ನಡ ರಾಜ್ಯೋತ್ಸವದಲ್ಲಿ ಪಾಲ್ಗೊಂಡ ಪಲ್ಲಗಳಿಗೆ ಬಹುಮಾನ ಘೋಷಣೆ: [352, 56, 660, 77]
- photo-banner: ಕನ್ನಡ ರಾಜ್ಯೋತ್ಸವ: [373, 83, 527, 103]
- article-body-text: ಸಂಸ್ಥೆಯ ಆವರಣದಲ್ಲಿ ಕನ್ನಡ ರಾಜ್ಯೋತ್ಸವ ಕಾರ್ಯಕ್ರಮವನ್ನು ಅದ್ದೂರಿಯಾಗಿ ಆಚರಿಸಲಾಯಿತು. ನಾಡಗೀತೆಯೊಂದಿಗೆ ಕಾರ್ಯಕ್ರಮ ಆರಂಭವಾಯಿತು. ಸಾಂಸ್ಕೃತಿಕ ಸ್ಪರ್ಧೆಗಳಲ್ಲಿ ಪಾಲ್ಗೊಂಡ ಪಲ್ಲಗಳಿಗೆ ಬಹುಮಾನ ವಿತರಿಸಲಾಯಿತು. ಮುಖ್ಯ ಅತಿಥಿಗಳು ಕನ್ನಡ ಭಾಷೆ, ನೆಲ, ಜಲದ ಮಹತ್ವದ ಬಗ್ಗೆ ಮಾತನಾಡಿದರು. ಕನ್ನಡ ನಾಡು ನುಡಿಗಾಗಿ ಹೋರಾಡಿದ ಮಹನೀಯರನ್ನು ಸ್ಮರಿಸಲಾಯಿತು. ಶಿಕ್ಷಕರು, ಪೋಷಕರು ಹಾಗೂ ಸಾರ್ವಜನಿಕರು ಕಾರ್ಯಕ್ರಮದಲ್ಲಿ ಉಪಸ್ಥಿತರಿದ್ದರು. ವಿದ್ಯಾರ್ಥಿಗಳು ವಿವಿಧ ಸಾಂಸ್ಕೃತಿಕ ಕಾರ್ಯಕ್ರಮಗಳನ್ನು ನಡೆಸಿಕೊಟ್ಟರು. ಕನ್ನಡ ಭಾಷೆಯನ್ನು ಉಳಿಸಿ ಬೆಳೆಸುವುದು ಪ್ರತಿಯೊಬ್ಬರ ಕರ್ತವ್ಯ ಎಂದು ಹೇಳಿದರು. ಕಾರ್ಯಕ್ರಮದಲ್ಲಿ ಸಂಸ್ಥೆಯ ಪದಾಧಿಕಾರಿಗಳು ಭಾಗವಹಿಸಿದ್ದರು.: [352, 196, 548, 234]
- article-rajyotsava: [352, 56, 660, 77]
- article-text-col: [140, 808, 240, 952]
- article-centenary: [36, 244, 344, 265]
- article-body: [36, 808, 136, 952]
- article-text-col: [352, 796, 502, 952]
